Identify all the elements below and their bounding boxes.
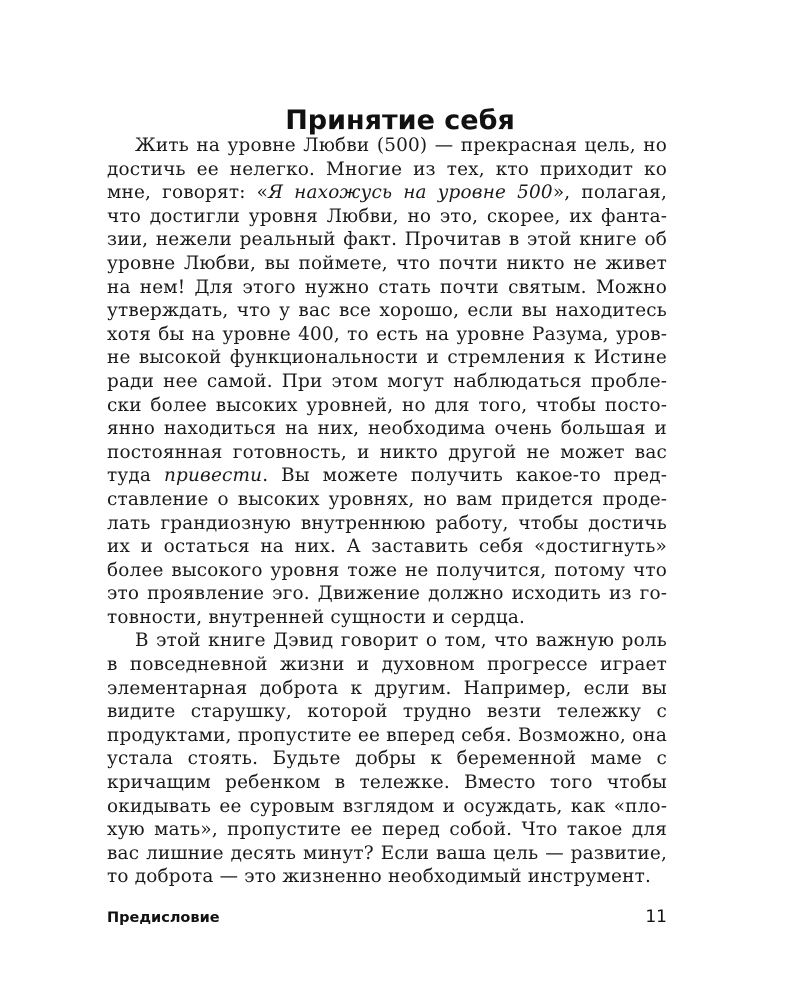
body-text (107, 134, 667, 889)
text-segment: В этой книге Дэвид говорит о том, что важную роль в повседневной жизни и духовном прогрессе играет элементарная доброта к другим. Например, если вы видите старушку, которой трудно везти тележку с продуктами, пропустите ее вперед себя. Возможно, она устала стоять. Будьте добры к беременной маме с кричащим ребенком в тележке. Вместо того чтобы окидывать ее суровым взглядом и осуждать, как «плохую мать», пропустите ее перед собой. Что такое для вас лишние десять минут? Если ваша цель — развитие, то доброта — это жизненно необходимый инструмент. (107, 630, 667, 888)
page-heading: Принятие себя (285, 105, 515, 136)
paragraph (107, 134, 667, 629)
text-segment: Жить на уровне Любви (500) — прекрасная цель, но достичь ее нелегко. Многие из тех, кто приходит ко мне, говорят: « (107, 135, 667, 204)
paragraph (107, 629, 667, 889)
text-segment-italic: привести (163, 465, 263, 487)
text-segment: », полагая, что достигли уровня Любви, но это, скорее, их фантазии, нежели реальный факт. Прочитав в этой книге об уровне Любви, вы поймете, что почти никто не живет на нем! Для этого нужно стать почти святым. Можно утверждать, что у вас все хорошо, если вы находитесь хотя бы на уровне 400, то есть на уровне Разума, уровне высокой функциональности и стремления к Истине ради нее самой. При этом могут наблюдаться проблески более высоких уровней, но для того, чтобы постоянно находиться на них, необходима очень большая и постоянная готовность, и никто другой не может вас туда (107, 182, 667, 487)
text-segment-italic: Я нахожусь на уровне 500 (268, 182, 553, 204)
footer-section-title: Предисловие (107, 910, 220, 926)
text-segment: . Вы можете получить какое-то представление о высоких уровнях, но вам придется проделать грандиозную внутреннюю работу, чтобы достичь их и остаться на них. А заставить себя «достигнуть» более высокого уровня тоже не получится, потому что это проявление эго. Движение должно исходить из готовности, внутренней сущности и сердца. (107, 465, 667, 628)
page-number: 11 (645, 907, 667, 927)
